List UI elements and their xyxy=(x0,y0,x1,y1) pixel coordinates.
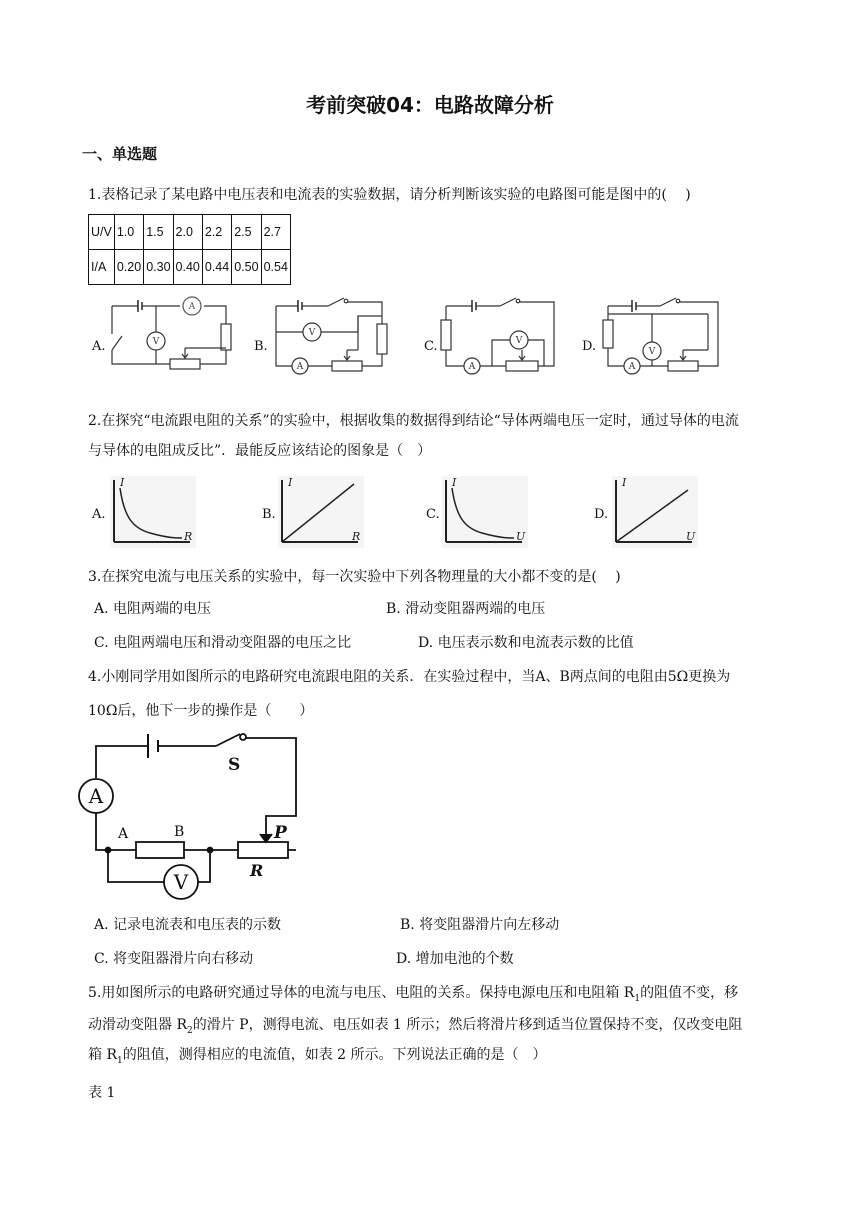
q5-line1-text-a: 5.用如图所示的电路研究通过导体的电流与电压、电阻的关系。保持电源电压和电阻箱 R xyxy=(88,985,635,1001)
page-title: 考前突破04：电路故障分析 xyxy=(306,93,554,117)
q2-graph-a xyxy=(110,476,196,548)
q1-option-c-label: C. xyxy=(424,339,438,354)
q5-line2-text-b: 的滑片 P，测得电流、电压如表 1 所示；然后将滑片移到适当位置保持不变，仅改变电阻 xyxy=(192,1017,743,1033)
subscript: 1 xyxy=(117,1055,123,1066)
q4-stem-line2: 10Ω后，他下一步的操作是（ ） xyxy=(88,703,314,719)
q4-option-d: D. 增加电池的个数 xyxy=(396,951,514,967)
rheostat-label: R xyxy=(250,861,264,880)
switch-label: S xyxy=(228,755,241,775)
subscript: 1 xyxy=(634,993,641,1004)
q1-option-a-label: A. xyxy=(92,339,106,354)
q2-graph-c xyxy=(442,476,528,548)
q5-line1-text-b: 的阻值不变，移 xyxy=(640,985,739,1001)
table-cell: 0.44 xyxy=(202,250,231,285)
voltmeter-letter: V xyxy=(515,336,523,346)
table-cell: 1.0 xyxy=(114,215,143,250)
circuit-diagram-a xyxy=(108,292,238,372)
voltmeter-letter: V xyxy=(648,347,656,357)
q3-option-d: D. 电压表示数和电流表示数的比值 xyxy=(418,635,634,651)
q4-option-a: A. 记录电流表和电压表的示数 xyxy=(94,917,282,933)
q2-graph-d xyxy=(612,476,698,548)
voltmeter-letter: V xyxy=(173,870,189,894)
q3-option-b: B. 滑动变阻器两端的电压 xyxy=(386,601,546,617)
q2-stem-line1: 2.在探究“电流跟电阻的关系”的实验中，根据收集的数据得到结论“导体两端电压一定时，通过导体的电流 xyxy=(88,413,739,429)
voltmeter-letter: V xyxy=(308,328,316,338)
subscript: 2 xyxy=(187,1025,193,1036)
q4-stem-line1: 4.小刚同学用如图所示的电路研究电流跟电阻的关系．在实验过程中，当A、B两点间的电阻由5Ω更换为 xyxy=(88,669,731,685)
q2-option-d-label: D. xyxy=(594,507,609,522)
q3-stem: 3.在探究电流与电压关系的实验中，每一次实验中下列各物理量的大小都不变的是( ) xyxy=(88,569,621,585)
ammeter-letter: A xyxy=(88,784,104,808)
circuit-diagram-d xyxy=(598,292,724,372)
ammeter-letter: A xyxy=(188,302,196,312)
axis-label-y: I xyxy=(452,476,457,489)
axis-label-x: R xyxy=(184,530,193,543)
q5-stem-line2 xyxy=(88,1016,742,1040)
q1-stem: 1.表格记录了某电路中电压表和电流表的实验数据，请分析判断该实验的电路图可能是图中的( ) xyxy=(88,187,691,203)
axis-label-y: I xyxy=(622,476,627,489)
table-cell: 0.40 xyxy=(173,250,202,285)
ammeter-letter: A xyxy=(628,362,636,372)
q1-option-d-label: D. xyxy=(582,339,597,354)
table-cell: 1.5 xyxy=(144,215,173,250)
axis-label-x: R xyxy=(352,530,361,543)
table-cell: 2.5 xyxy=(232,215,261,250)
table-cell: 0.30 xyxy=(144,250,173,285)
q4-option-b: B. 将变阻器滑片向左移动 xyxy=(400,917,560,933)
circuit-diagram-b xyxy=(272,292,392,372)
table-row xyxy=(89,250,291,285)
table-cell: 2.7 xyxy=(261,215,290,250)
table-cell: 2.2 xyxy=(202,215,231,250)
q5-table-label: 表 1 xyxy=(88,1085,116,1101)
slider-label: P xyxy=(274,823,287,843)
ammeter-letter: A xyxy=(468,362,476,372)
table-cell: 0.20 xyxy=(114,250,143,285)
axis-label-x: U xyxy=(516,530,526,543)
circuit-diagram-c xyxy=(440,292,560,372)
q2-option-b-label: B. xyxy=(262,507,276,522)
table-cell: I/A xyxy=(89,250,115,285)
axis-label-y: I xyxy=(120,476,125,489)
q5-line2-text-a: 动滑动变阻器 R xyxy=(88,1017,187,1033)
q3-option-a: A. 电阻两端的电压 xyxy=(94,601,212,617)
q1-option-b-label: B. xyxy=(254,339,268,354)
table-cell: 0.54 xyxy=(261,250,290,285)
section-heading: 一、单选题 xyxy=(82,145,158,163)
q5-stem-line1 xyxy=(88,984,738,1008)
table-cell: 0.50 xyxy=(232,250,261,285)
point-a-label: A xyxy=(118,826,129,842)
q4-circuit-diagram xyxy=(78,732,308,898)
q2-graph-b xyxy=(278,476,364,548)
q1-data-table xyxy=(88,214,291,285)
q5-line3-text-a: 箱 R xyxy=(88,1047,117,1063)
ammeter-letter: A xyxy=(296,362,304,372)
table-cell: 2.0 xyxy=(173,215,202,250)
axis-label-y: I xyxy=(288,476,293,489)
table-cell: U/V xyxy=(89,215,115,250)
q3-option-c: C. 电阻两端电压和滑动变阻器的电压之比 xyxy=(94,635,352,651)
voltmeter-letter: V xyxy=(152,337,160,347)
q4-option-c: C. 将变阻器滑片向右移动 xyxy=(94,951,254,967)
q5-line3-text-b: 的阻值，测得相应的电流值，如表 2 所示。下列说法正确的是（ ） xyxy=(122,1047,547,1063)
table-row xyxy=(89,215,291,250)
point-b-label: B xyxy=(174,824,185,840)
axis-label-x: U xyxy=(686,530,696,543)
q2-stem-line2: 与导体的电阻成反比”．最能反应该结论的图象是（ ） xyxy=(88,443,432,459)
q5-stem-line3 xyxy=(88,1046,547,1070)
q2-option-a-label: A. xyxy=(92,507,106,522)
q2-option-c-label: C. xyxy=(426,507,440,522)
